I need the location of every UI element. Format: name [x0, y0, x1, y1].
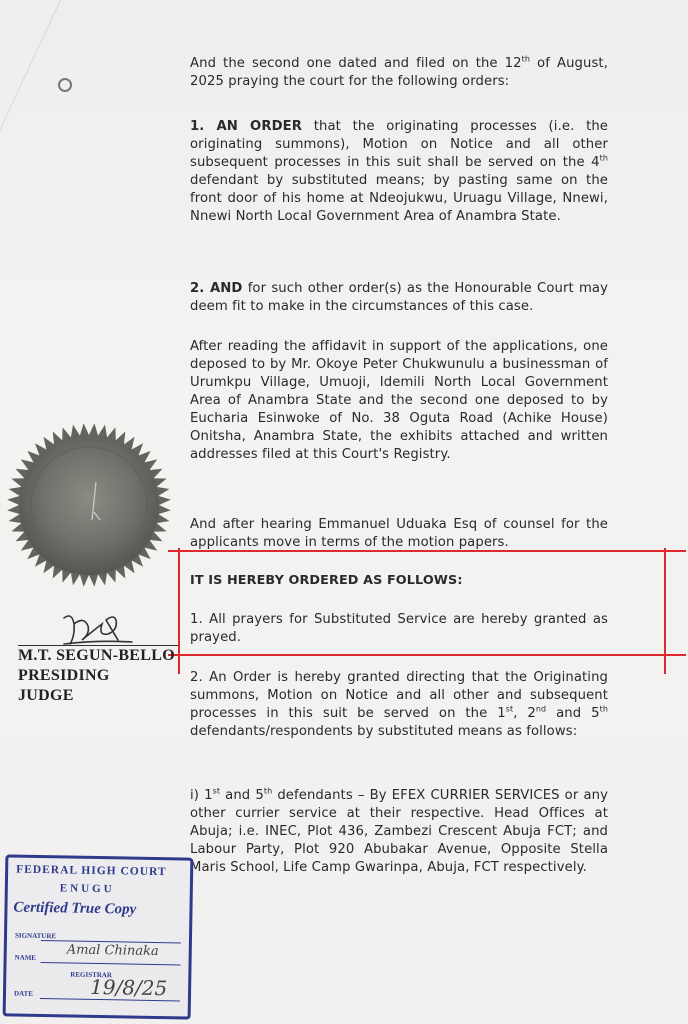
highlight-box-right — [664, 548, 666, 674]
ordered-item-2-text: 2. An Order is hereby granted directing that the Originating summons, Motion on Notice and all other and subsequent processes in this suit be served on the 1st, 2nd and 5th defendants/respondents by substituted means as follows: — [190, 670, 608, 739]
hearing-text: And after hearing Emmanuel Uduaka Esq of counsel for the applicants move in terms of the motion papers. — [190, 517, 608, 550]
court-seal — [4, 420, 174, 590]
intro-text: And the second one dated and filed on the 12th of August, 2025 praying the court for the following orders: — [190, 54, 608, 89]
hearing-paragraph — [190, 516, 608, 552]
certified-true-copy-stamp — [3, 854, 194, 1019]
stamp-court-name: FEDERAL HIGH COURT — [16, 863, 167, 879]
order-1-heading: 1. AN ORDER — [190, 119, 303, 134]
ordered-item-2-i — [190, 787, 608, 877]
stamp-signature-label: SIGNATURE — [14, 931, 57, 941]
highlight-box-left — [178, 548, 180, 674]
judge-name: M.T. SEGUN-BELLO — [18, 647, 175, 664]
ordered-heading: IT IS HEREBY ORDERED AS FOLLOWS: — [190, 573, 463, 588]
highlight-box-top — [168, 550, 686, 552]
stamp-certified-text: Certified True Copy — [13, 899, 137, 918]
order-2-heading: 2. AND — [190, 281, 243, 296]
stamp-name-value: Amal Chinaka — [66, 942, 159, 960]
ordered-item-1: 1. All prayers for Substituted Service are hereby granted as prayed. — [190, 612, 608, 645]
stamp-date-value: 19/8/25 — [89, 974, 168, 1001]
fold-line — [0, 0, 61, 140]
order-2-paragraph — [190, 280, 608, 316]
judge-block — [18, 646, 175, 706]
stamp-name-line — [41, 962, 181, 965]
order-2-text: for such other order(s) as the Honourable Court may deem fit to make in the circumstances of this case. — [190, 281, 608, 314]
judge-title-2: JUDGE — [18, 687, 74, 704]
intro-paragraph — [190, 55, 608, 91]
affidavit-paragraph — [190, 338, 608, 464]
order-1-text: that the originating processes (i.e. the originating summons), Motion on Notice and all other subsequent processes in this suit shall be served on the 4th defendant by substituted means; by pasting same on the front door of his home at Ndeojukwu, Uruagu Village, Nnewi, Nnewi North Local Government Area of Anambra State. — [190, 119, 609, 224]
ordered-item-2 — [190, 669, 608, 741]
ordered-item-2-i-text: i) 1st and 5th defendants – By EFEX CURRIER SERVICES or any other currier service at their respective. Head Offices at Abuja; i.e. INEC, Plot 436, Zambezi Crescent Abuja FCT; and Labour Party, Plot 920 Abubakar Avenue, Opposite Stella Maris School, Life Camp Gwarinpa, Abuja, FCT respectively. — [190, 786, 608, 875]
highlight-box-bottom — [168, 654, 686, 656]
judge-title-1: PRESIDING — [18, 667, 110, 684]
affidavit-text: After reading the affidavit in support of the applications, one deposed to by Mr. Okoye Peter Chukwunulu a businessman of Urumkpu Village, Umuoji, Idemili North Local Government Area of Anambra State and the second one deposed to by Eucharia Esinwoke of No. 38 Oguta Road (Achike House) Onitsha, Anambra State, the exhibits attached and written addresses filed at this Court's Registry. — [190, 339, 608, 462]
stamp-name-label: NAME — [14, 953, 37, 962]
stamp-location: ENUGU — [59, 882, 115, 896]
judge-signature — [58, 610, 138, 650]
stamp-date-label: DATE — [13, 989, 34, 998]
order-1-paragraph — [190, 118, 608, 226]
stamp-registrar-label: REGISTRAR — [70, 970, 113, 980]
punch-hole — [58, 78, 72, 92]
